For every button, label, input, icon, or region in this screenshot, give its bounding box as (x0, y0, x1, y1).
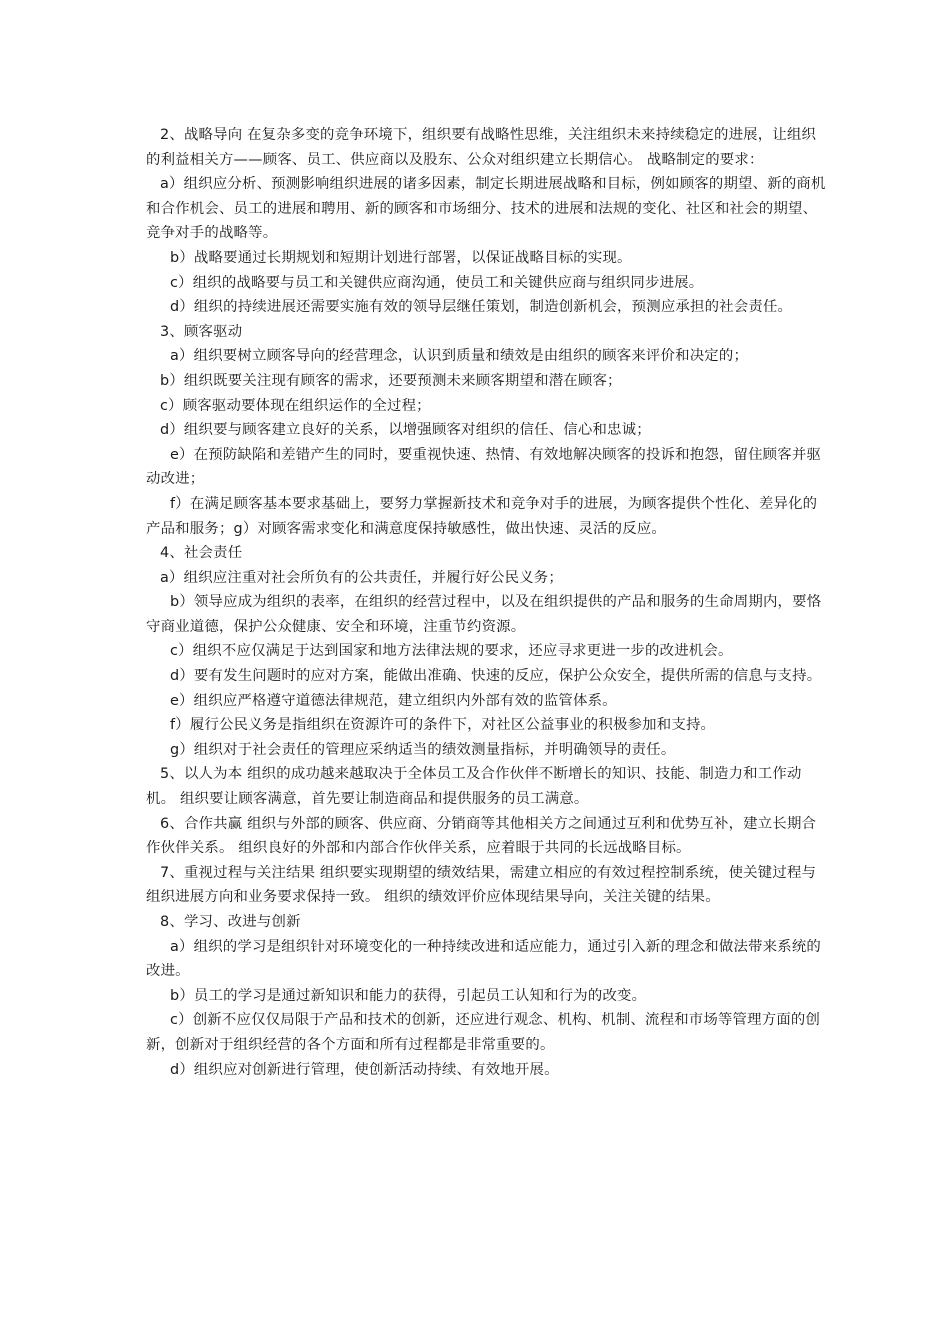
paragraph-customer-b: b）组织既要关注现有顾客的需求，还要预测未来顾客期望和潜在顾客； (160, 372, 622, 389)
paragraph-cooperation: 6、合作共赢 组织与外部的顾客、供应商、分销商等其他相关方之间通过互利和优势互补，建立长期合作伙伴关系。 组织良好的外部和内部合作伙伴关系，应着眼于共同的长远战略目标。 (146, 815, 817, 857)
paragraph-social-e: e）组织应严格遵守道德法律规范，建立组织内外部有效的监管体系。 (170, 692, 617, 709)
paragraph-customer-a: a）组织要树立顾客导向的经营理念，认识到质量和绩效是由组织的顾客来评价和决定的； (170, 348, 749, 365)
paragraph-customer-f: f）在满足顾客基本要求基础上，要努力掌握新技术和竞争对手的进展，为顾客提供个性化、差异化的产品和服务；g）对顾客需求变化和满意度保持敏感性，做出快速、灵活的反应。 (146, 495, 818, 537)
paragraph-customer-e: e）在预防缺陷和差错产生的同时，要重视快速、热情、有效地解决顾客的投诉和抱怨，留住顾客并驱动改进； (146, 446, 822, 488)
heading-learning-innovation: 8、学习、改进与创新 (160, 914, 301, 930)
paragraph-learning-b: b）员工的学习是通过新知识和能力的获得，引起员工认知和行为的改变。 (170, 987, 647, 1004)
paragraph-process-results: 7、重视过程与关注结果 组织要实现期望的绩效结果，需建立相应的有效过程控制系统，使关键过程与组织进展方向和业务要求保持一致。 组织的绩效评价应体现结果导向，关注关键的结果。 (146, 864, 817, 906)
paragraph-social-a: a）组织应注重对社会所负有的公共责任，并履行好公民义务； (160, 569, 563, 586)
paragraph-strategy-d: d）组织的持续进展还需要实施有效的领导层继任策划，制造创新机会，预测应承担的社会责任。 (170, 299, 793, 316)
heading-customer-driven: 3、顾客驱动 (160, 323, 243, 340)
heading-social-responsibility: 4、社会责任 (160, 545, 243, 562)
paragraph-social-d: d）要有发生问题时的应对方案，能做出准确、快速的反应，保护公众安全，提供所需的信息与支持。 (170, 668, 822, 685)
paragraph-strategy-a: a）组织应分析、预测影响组织进展的诸多因素，制定长期进展战略和目标，例如顾客的期望、新的商机和合作机会、员工的进展和聘用、新的顾客和市场细分、技术的进展和法规的变化、社区和社会的期望、竞争对手的战略等。 (146, 176, 826, 242)
paragraph-customer-c: c）顾客驱动要体现在组织运作的全过程； (160, 397, 431, 414)
paragraph-social-c: c）组织不应仅满足于达到国家和地方法律法规的要求，还应寻求更进一步的改进机会。 (170, 643, 733, 660)
paragraph-social-g: g）组织对于社会责任的管理应采纳适当的绩效测量指标，并明确领导的责任。 (170, 741, 676, 758)
paragraph-strategy-c: c）组织的战略要与员工和关键供应商沟通，使员工和关键供应商与组织同步进展。 (170, 274, 704, 291)
paragraph-social-b: b）领导应成为组织的表率，在组织的经营过程中，以及在组织提供的产品和服务的生命周期内，要恪守商业道德，保护公众健康、安全和环境，注重节约资源。 (146, 594, 822, 635)
paragraph-customer-d: d）组织要与顾客建立良好的关系，以增强顾客对组织的信任、信心和忠诚； (160, 422, 651, 439)
paragraph-people-oriented: 5、以人为本 组织的成功越来越取决于全体员工及合作伙伴不断增长的知识、技能、制造力和工作动机。 组织要让顾客满意，首先要让制造商品和提供服务的员工满意。 (146, 766, 802, 808)
paragraph-social-f: f）履行公民义务是指组织在资源许可的条件下，对社区公益事业的积极参加和支持。 (170, 717, 716, 734)
paragraph-learning-d: d）组织应对创新进行管理，使创新活动持续、有效地开展。 (170, 1061, 559, 1078)
paragraph-learning-a: a）组织的学习是组织针对环境变化的一种持续改进和适应能力，通过引入新的理念和做法带来系统的改进。 (146, 938, 822, 980)
document-body (146, 123, 826, 1082)
paragraph-strategy-orientation: 2、战略导向 在复杂多变的竞争环境下，组织要有战略性思维，关注组织未来持续稳定的进展，让组织的利益相关方——顾客、员工、供应商以及股东、公众对组织建立长期信心。 战略制定的要求： (146, 127, 817, 168)
paragraph-strategy-b: b）战略要通过长期规划和短期计划进行部署，以保证战略目标的实现。 (170, 249, 632, 266)
paragraph-learning-c: c）创新不应仅仅局限于产品和技术的创新，还应进行观念、机构、机制、流程和市场等管理方面的创新，创新对于组织经营的各个方面和所有过程都是非常重要的。 (146, 1012, 821, 1053)
